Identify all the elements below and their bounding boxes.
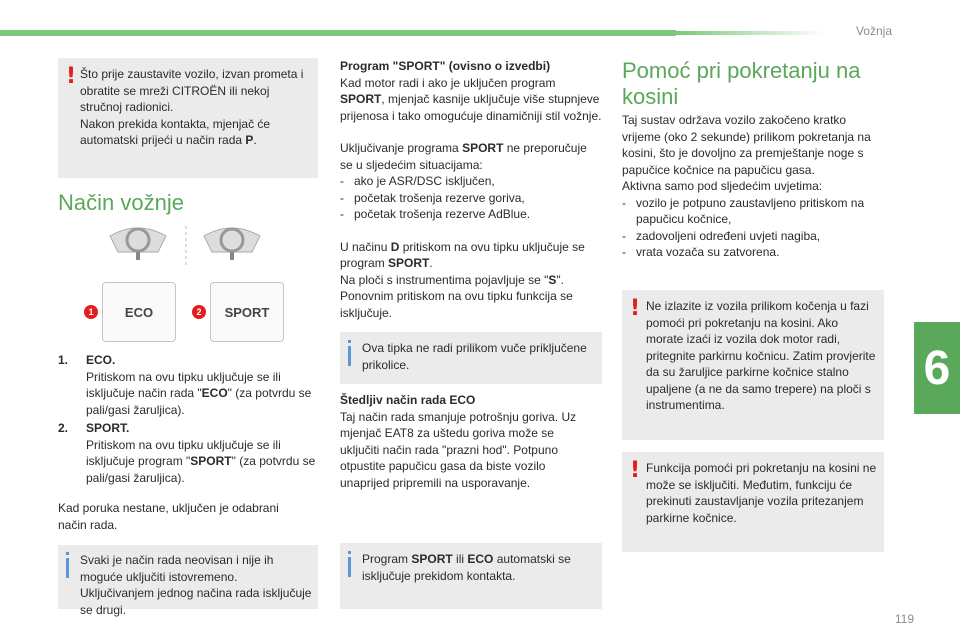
list-item: - početak trošenja rezerve AdBlue. bbox=[340, 206, 602, 223]
sport-paragraph-1: Kad motor radi i ako je uključen program SPORT, mjenjač kasnije uključuje više stupnjeve prijenosa i tako omogućuje dinamičniji stil vožnje. bbox=[340, 75, 602, 123]
hill-paragraph-1: Taj sustav održava vozilo zakočeno kratko vrijeme (oko 2 sekunde) prilikom pokretanja na kosini, što je dovoljno za premještanje noge s papučice kočnice na papučicu gasa. bbox=[622, 113, 871, 177]
steering-wheel-illustrations bbox=[58, 222, 318, 272]
list-desc: Pritiskom na ovu tipku uključuje se ili isključuje način rada "ECO" (za potvrdu se pali/gasi žaruljica). bbox=[86, 369, 312, 417]
info-icon-bar bbox=[348, 557, 351, 577]
mode-list-item-2 bbox=[58, 420, 320, 486]
warning-text bbox=[80, 66, 310, 149]
page-number: 119 bbox=[894, 612, 914, 626]
warning-text: Ne izlazite iz vozila prilikom kočenja u fazi pomoći pri pokretanju na kosini. Ako morate izaći iz vozila dok motor radi, pritegnite parkirnu kočnicu. Zatim provjerite da su žaruljice parkirne kočnice stalno upaljene (a ne da samo trepere) na ploči s instrumentima. bbox=[646, 299, 876, 412]
info-icon-bar bbox=[66, 558, 69, 578]
list-number: 2. bbox=[58, 421, 69, 435]
info-text: Program SPORT ili ECO automatski se isključuje prekidom kontakta. bbox=[362, 552, 571, 583]
info-icon-bar bbox=[348, 346, 351, 366]
sport-section bbox=[340, 58, 602, 321]
hill-assist-section bbox=[622, 112, 884, 261]
sport-car-icon bbox=[204, 228, 260, 260]
eco-button[interactable]: ECO bbox=[102, 282, 176, 342]
list-item: - vrata vozača su zatvorena. bbox=[622, 244, 884, 261]
warning-icon: ! bbox=[66, 64, 77, 89]
warning-line-1: Što prije zaustavite vozilo, izvan prometa i obratite se mreži CITROËN ili nekoj stručnoj radionici. bbox=[80, 67, 304, 114]
sport-paragraph-5: Ponovnim pritiskom na ovu tipku funkcija se isključuje. bbox=[340, 289, 573, 320]
warning-line-2: Nakon prekida kontakta, mjenjač će automatski prijeći u način rada P. bbox=[80, 116, 271, 147]
mode-buttons-illustration bbox=[58, 222, 318, 352]
list-title: ECO. bbox=[86, 353, 116, 367]
top-accent-bar-fade bbox=[676, 31, 826, 35]
eco-heading: Štedljiv način rada ECO bbox=[340, 393, 476, 407]
heading-pomoc-pri-pokretanju: Pomoć pri pokretanju na kosini bbox=[622, 58, 861, 109]
warning-icon: ! bbox=[630, 296, 641, 321]
eco-section bbox=[340, 392, 595, 491]
info-text: Ova tipka ne radi prilikom vuče priključene prikolice. bbox=[362, 341, 587, 372]
sport-paragraph-4: Na ploči s instrumentima pojavljuje se "S". bbox=[340, 272, 564, 287]
list-desc: Pritiskom na ovu tipku uključuje se ili isključuje program "SPORT" (za potvrdu se pali/gasi žaruljica). bbox=[86, 437, 316, 485]
chapter-tab: 6 bbox=[914, 322, 960, 414]
list-item: - ako je ASR/DSC isključen, bbox=[340, 173, 602, 190]
eco-text: Taj način rada smanjuje potrošnju goriva. Uz mjenjač EAT8 za uštedu goriva može se uključiti način rada "prazni hod". Potpuno otpustite papučicu gasa da biste vozilo unaprijed pripremili na usporavanje. bbox=[340, 409, 577, 490]
sport-conditions-list bbox=[340, 173, 602, 223]
list-item: - zadovoljeni određeni uvjeti nagiba, bbox=[622, 228, 884, 245]
heading-nacin-voznje: Način vožnje bbox=[58, 190, 184, 215]
list-number: 1. bbox=[58, 353, 69, 367]
list-item: - početak trošenja rezerve goriva, bbox=[340, 190, 602, 207]
section-title: Vožnja bbox=[855, 24, 892, 38]
sport-paragraph-2: Uključivanje programa SPORT ne preporučuje se u sljedećim situacijama: bbox=[340, 141, 587, 172]
info-text: Svaki je način rada neovisan i nije ih moguće uključiti istovremeno. Uključivanjem jednog načina rada isključuje se drugi. bbox=[80, 553, 312, 617]
badge-1: 1 bbox=[84, 305, 98, 319]
list-item: - vozilo je potpuno zaustavljeno pritiskom na papučicu kočnice, bbox=[622, 195, 884, 228]
top-accent-bar bbox=[0, 30, 676, 36]
sport-heading: Program "SPORT" (ovisno o izvedbi) bbox=[340, 59, 551, 73]
info-icon bbox=[66, 552, 69, 555]
badge-2: 2 bbox=[192, 305, 206, 319]
warning-text: Funkcija pomoći pri pokretanju na kosini ne može se isključiti. Međutim, funkciju će prekinuti zaustavljanje vozila pritezanjem parkirne kočnice. bbox=[646, 461, 877, 525]
info-icon bbox=[348, 551, 351, 554]
sport-button[interactable]: SPORT bbox=[210, 282, 284, 342]
hill-conditions-list bbox=[622, 195, 884, 261]
warning-icon: ! bbox=[630, 458, 641, 483]
sport-paragraph-3: U načinu D pritiskom na ovu tipku uključuje se program SPORT. bbox=[340, 239, 585, 270]
info-icon bbox=[348, 340, 351, 343]
list-title: SPORT. bbox=[86, 421, 130, 435]
hill-paragraph-2: Aktivna samo pod sljedećim uvjetima: bbox=[622, 179, 823, 193]
mode-paragraph: Kad poruka nestane, uključen je odabrani način rada. bbox=[58, 501, 279, 532]
eco-car-icon bbox=[110, 228, 166, 260]
mode-list-item-1 bbox=[58, 352, 320, 418]
